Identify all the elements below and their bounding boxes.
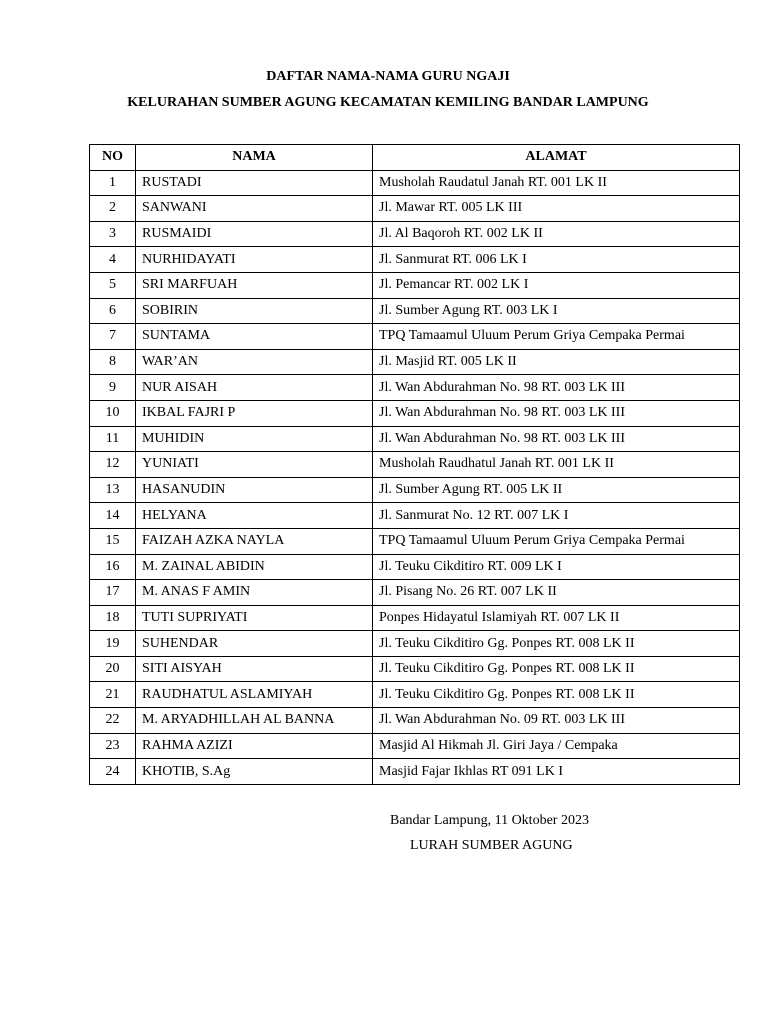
- row-nama-cell: IKBAL FAJRI P: [136, 400, 373, 426]
- row-nama-cell: NURHIDAYATI: [136, 247, 373, 273]
- table-row: [90, 247, 740, 273]
- table-row: [90, 375, 740, 401]
- row-no-cell: 16: [90, 554, 136, 580]
- row-alamat-cell: Jl. Mawar RT. 005 LK III: [373, 196, 740, 222]
- row-nama-cell: M. ANAS F AMIN: [136, 580, 373, 606]
- row-alamat-cell: Jl. Teuku Cikditiro RT. 009 LK I: [373, 554, 740, 580]
- row-nama-cell: HASANUDIN: [136, 477, 373, 503]
- row-alamat-cell: Jl. Wan Abdurahman No. 98 RT. 003 LK III: [373, 400, 740, 426]
- teacher-table: [89, 144, 740, 785]
- table-row: [90, 554, 740, 580]
- row-nama-cell: RUSMAIDI: [136, 221, 373, 247]
- row-alamat-cell: Jl. Pisang No. 26 RT. 007 LK II: [373, 580, 740, 606]
- row-no-cell: 10: [90, 400, 136, 426]
- table-row: [90, 631, 740, 657]
- row-no-cell: 15: [90, 528, 136, 554]
- signature-place-date: Bandar Lampung, 11 Oktober 2023: [390, 813, 589, 828]
- table-row: [90, 580, 740, 606]
- row-no-cell: 2: [90, 196, 136, 222]
- row-alamat-cell: TPQ Tamaamul Uluum Perum Griya Cempaka Permai: [373, 324, 740, 350]
- row-no-cell: 20: [90, 656, 136, 682]
- row-nama-cell: SUHENDAR: [136, 631, 373, 657]
- row-no-cell: 19: [90, 631, 136, 657]
- row-alamat-cell: Jl. Sumber Agung RT. 003 LK I: [373, 298, 740, 324]
- row-nama-cell: M. ZAINAL ABIDIN: [136, 554, 373, 580]
- row-alamat-cell: Jl. Masjid RT. 005 LK II: [373, 349, 740, 375]
- row-alamat-cell: Jl. Teuku Cikditiro Gg. Ponpes RT. 008 LK II: [373, 682, 740, 708]
- row-alamat-cell: TPQ Tamaamul Uluum Perum Griya Cempaka Permai: [373, 528, 740, 554]
- table-row: [90, 477, 740, 503]
- table-row: [90, 349, 740, 375]
- row-nama-cell: RAUDHATUL ASLAMIYAH: [136, 682, 373, 708]
- row-alamat-cell: Jl. Wan Abdurahman No. 98 RT. 003 LK III: [373, 426, 740, 452]
- row-nama-cell: WAR’AN: [136, 349, 373, 375]
- table-row: [90, 503, 740, 529]
- row-no-cell: 11: [90, 426, 136, 452]
- row-alamat-cell: Jl. Teuku Cikditiro Gg. Ponpes RT. 008 LK II: [373, 656, 740, 682]
- table-row: [90, 196, 740, 222]
- row-no-cell: 5: [90, 272, 136, 298]
- row-no-cell: 23: [90, 733, 136, 759]
- document-subtitle: KELURAHAN SUMBER AGUNG KECAMATAN KEMILING BANDAR LAMPUNG: [127, 95, 649, 110]
- table-row: [90, 221, 740, 247]
- row-nama-cell: RUSTADI: [136, 170, 373, 196]
- row-alamat-cell: Jl. Al Baqoroh RT. 002 LK II: [373, 221, 740, 247]
- header-nama: NAMA: [136, 145, 373, 171]
- row-nama-cell: FAIZAH AZKA NAYLA: [136, 528, 373, 554]
- row-no-cell: 9: [90, 375, 136, 401]
- row-nama-cell: SRI MARFUAH: [136, 272, 373, 298]
- row-no-cell: 6: [90, 298, 136, 324]
- row-alamat-cell: Musholah Raudatul Janah RT. 001 LK II: [373, 170, 740, 196]
- table-row: [90, 733, 740, 759]
- row-no-cell: 13: [90, 477, 136, 503]
- row-no-cell: 14: [90, 503, 136, 529]
- row-alamat-cell: Masjid Al Hikmah Jl. Giri Jaya / Cempaka: [373, 733, 740, 759]
- table-row: [90, 759, 740, 785]
- table-row: [90, 400, 740, 426]
- table-row: [90, 324, 740, 350]
- header-alamat: ALAMAT: [373, 145, 740, 171]
- table-row: [90, 682, 740, 708]
- row-no-cell: 7: [90, 324, 136, 350]
- table-row: [90, 272, 740, 298]
- row-nama-cell: NUR AISAH: [136, 375, 373, 401]
- table-row: [90, 298, 740, 324]
- row-no-cell: 24: [90, 759, 136, 785]
- row-no-cell: 1: [90, 170, 136, 196]
- table-row: [90, 528, 740, 554]
- row-no-cell: 17: [90, 580, 136, 606]
- table-row: [90, 426, 740, 452]
- row-nama-cell: YUNIATI: [136, 452, 373, 478]
- row-no-cell: 18: [90, 605, 136, 631]
- row-alamat-cell: Jl. Sanmurat No. 12 RT. 007 LK I: [373, 503, 740, 529]
- row-nama-cell: SANWANI: [136, 196, 373, 222]
- document-title: DAFTAR NAMA-NAMA GURU NGAJI: [266, 69, 510, 84]
- row-nama-cell: SUNTAMA: [136, 324, 373, 350]
- row-nama-cell: TUTI SUPRIYATI: [136, 605, 373, 631]
- row-nama-cell: M. ARYADHILLAH AL BANNA: [136, 708, 373, 734]
- row-alamat-cell: Ponpes Hidayatul Islamiyah RT. 007 LK II: [373, 605, 740, 631]
- table-header-row: [90, 145, 740, 171]
- table-body: [90, 170, 740, 784]
- table-row: [90, 708, 740, 734]
- row-nama-cell: HELYANA: [136, 503, 373, 529]
- row-alamat-cell: Jl. Wan Abdurahman No. 98 RT. 003 LK III: [373, 375, 740, 401]
- row-alamat-cell: Masjid Fajar Ikhlas RT 091 LK I: [373, 759, 740, 785]
- row-alamat-cell: Jl. Sanmurat RT. 006 LK I: [373, 247, 740, 273]
- table-row: [90, 452, 740, 478]
- signature-role: LURAH SUMBER AGUNG: [410, 838, 573, 853]
- row-alamat-cell: Jl. Teuku Cikditiro Gg. Ponpes RT. 008 LK II: [373, 631, 740, 657]
- header-no: NO: [90, 145, 136, 171]
- table-row: [90, 170, 740, 196]
- row-no-cell: 22: [90, 708, 136, 734]
- row-nama-cell: KHOTIB, S.Ag: [136, 759, 373, 785]
- table-row: [90, 656, 740, 682]
- row-nama-cell: MUHIDIN: [136, 426, 373, 452]
- row-no-cell: 3: [90, 221, 136, 247]
- row-no-cell: 12: [90, 452, 136, 478]
- row-no-cell: 8: [90, 349, 136, 375]
- row-alamat-cell: Jl. Pemancar RT. 002 LK I: [373, 272, 740, 298]
- row-no-cell: 21: [90, 682, 136, 708]
- row-nama-cell: RAHMA AZIZI: [136, 733, 373, 759]
- row-alamat-cell: Jl. Sumber Agung RT. 005 LK II: [373, 477, 740, 503]
- row-no-cell: 4: [90, 247, 136, 273]
- table-row: [90, 605, 740, 631]
- row-nama-cell: SITI AISYAH: [136, 656, 373, 682]
- row-alamat-cell: Musholah Raudhatul Janah RT. 001 LK II: [373, 452, 740, 478]
- row-nama-cell: SOBIRIN: [136, 298, 373, 324]
- row-alamat-cell: Jl. Wan Abdurahman No. 09 RT. 003 LK III: [373, 708, 740, 734]
